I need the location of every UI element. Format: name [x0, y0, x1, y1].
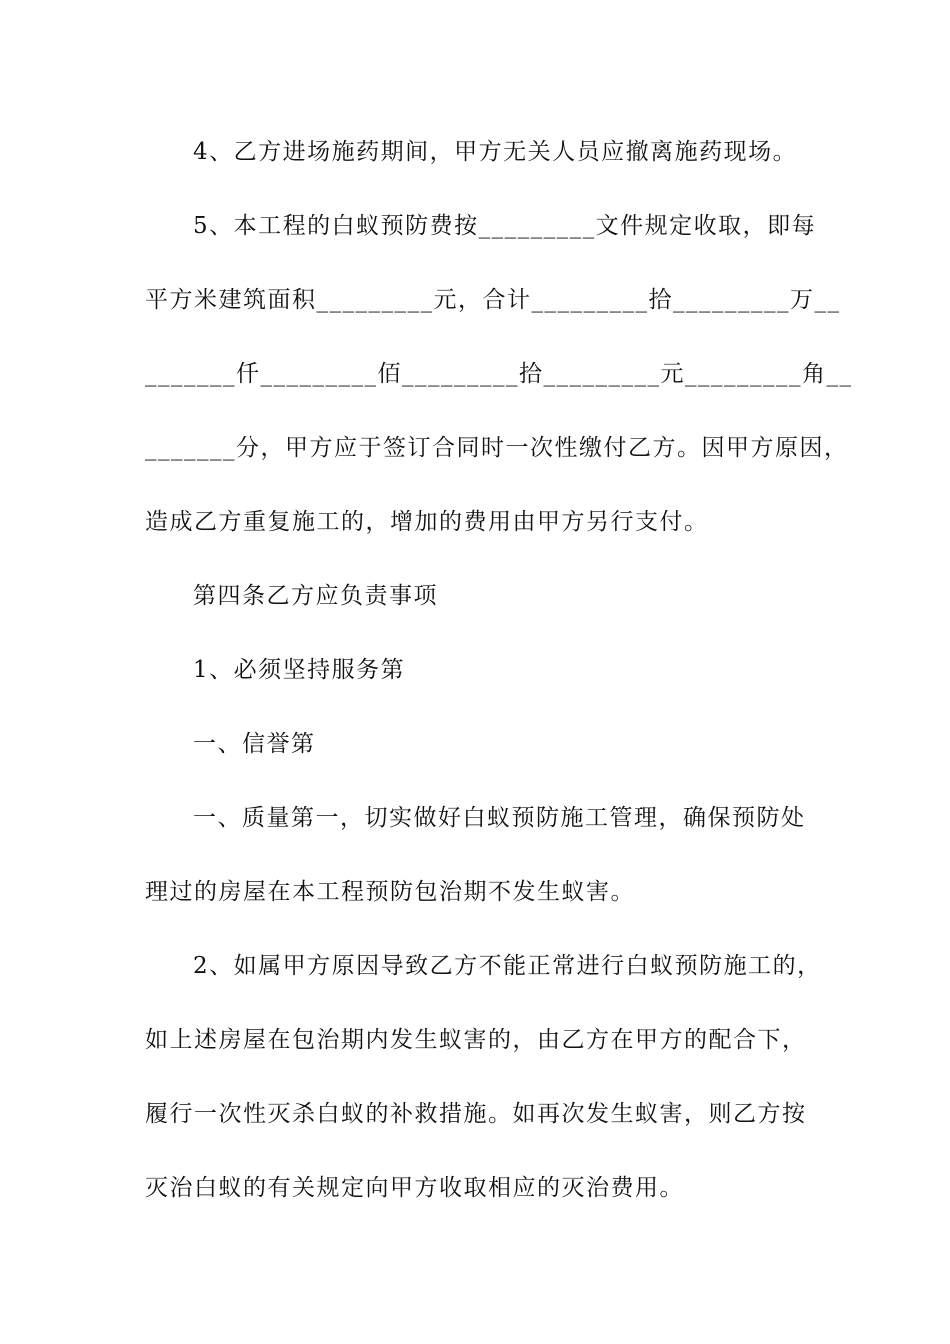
paragraph-line: 灭治白蚁的有关规定向甲方收取相应的灭治费用。 [145, 1175, 684, 1201]
paragraph-line: 一、质量第一，切实做好白蚁预防施工管理，确保预防处 [193, 805, 806, 831]
paragraph-line: 一、信誉第 [193, 731, 316, 757]
paragraph-line: 履行一次性灭杀白蚁的补救措施。如再次发生蚁害，则乙方按 [145, 1101, 807, 1127]
paragraph-line: 1、必须坚持服务第 [193, 657, 406, 683]
paragraph-line: 5、本工程的白蚁预防费按_________文件规定收取，即每 [193, 213, 817, 239]
paragraph-line: 造成乙方重复施工的，增加的费用由甲方另行支付。 [145, 509, 709, 535]
paragraph-line: 4、乙方进场施药期间，甲方无关人员应撤离施药现场。 [193, 139, 798, 165]
paragraph-line: 平方米建筑面积_________元，合计_________拾_________万__ [145, 287, 841, 313]
paragraph-line: _______仟_________佰_________拾_________元_________角__ [145, 361, 853, 387]
paragraph-line: 如上述房屋在包治期内发生蚁害的，由乙方在甲方的配合下， [145, 1027, 807, 1053]
paragraph-line: 理过的房屋在本工程预防包治期不发生蚁害。 [145, 879, 635, 905]
section-heading: 第四条乙方应负责事项 [193, 583, 438, 609]
paragraph-line: 2、如属甲方原因导致乙方不能正常进行白蚁预防施工的， [193, 953, 822, 979]
paragraph-line: _______分，甲方应于签订合同时一次性缴付乙方。因甲方原因， [145, 435, 849, 461]
